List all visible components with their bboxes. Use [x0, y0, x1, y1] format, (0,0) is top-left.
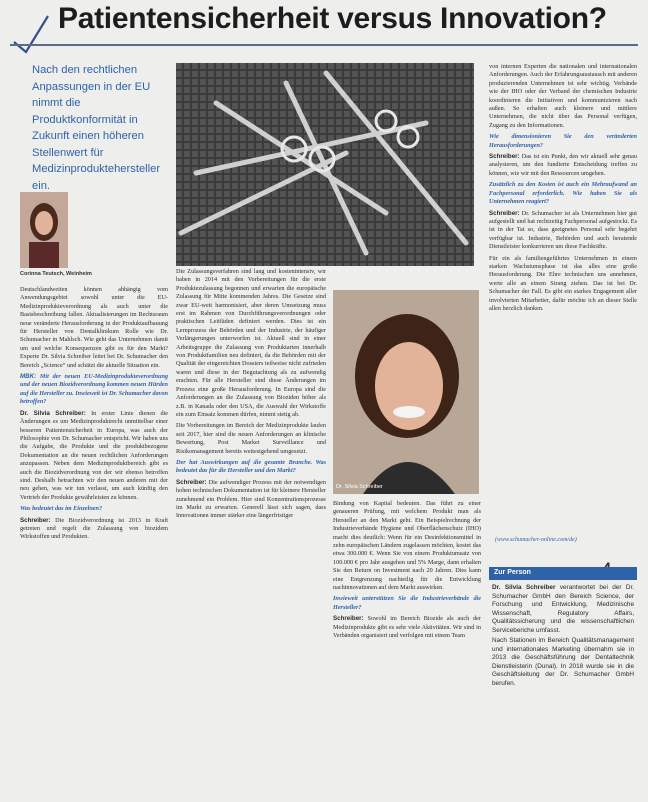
answer-2-text: Die Biozidverordnung ist 2013 in Kraft getreten und regelt die Zulassung von biozidem Wirkstoffen und Produkten. — [20, 516, 169, 541]
col1-intro: Deutschlandweiten können abhängig vom Anwendungsgebiet sowohl unter die EU-Medizinprodukteverordnung als auch unter die Basisbeschreibung fallen. Aktualisierungen im Rechtsraum neue veränderte Herausforderung in der Produktaufbauung für Hersteller von Dentalklinikum Rolle wie Dr. Schumacher in Mahlsch. Wie geht das Unternehmen damit um und welche Konsequenzen gibt es für den Markt? Experte Dr. Silvia Schreiber leitet bei Dr. Schumacher den Bereich „Science“ und schätzt die aktuelle Situation ein. — [20, 286, 168, 369]
column-1 — [20, 286, 168, 545]
question-1-text: Mit der neuen EU-Medizinprodukteverordnung und der neuen Biozidverordnung kommen neuen Hürden auf die Hersteller zu. Inwieweit ist Dr. Schumacher davon betroffen? — [20, 373, 168, 406]
answer-2-speaker: Schreiber: — [20, 516, 51, 524]
website-link[interactable]: (www.schumacher-online.com/de) — [495, 537, 577, 543]
info-box-name: Dr. Silvia Schreiber — [492, 584, 556, 591]
answer-3 — [176, 479, 326, 521]
question-1 — [20, 373, 168, 407]
col4-paragraph-1: von internen Experten die nationalen und internationalen Anforderungen. Auch der Erfahrungsaustausch mit anderen produzierenden Unternehmen ist sehr wichtig. Verbände wie der IHO oder der Verband der chemischen Industrie koordinieren die Initiativen und kommunizieren nach außen. So erhalten auch kleinere und mittlere Unternehmen, die nicht über das Personal verfügen, Zugang zu den Informationen. — [489, 63, 637, 129]
question-5: Wie dimensionieren Sie den veränderten Herausforderungen? — [489, 133, 637, 149]
photo-credit: Corinna Teutsch, Weinheim — [20, 271, 92, 277]
info-box-text — [492, 584, 634, 690]
answer-4-speaker: Schreiber: — [333, 615, 364, 623]
column-2 — [176, 268, 326, 524]
answer-6-text: Dr. Schumacher ist als Unternehmen hier gut aufgestellt und hat rechtzeitig Fachpersonal aufgestockt. Es ist in der Tat so, dass geeignetes Personal sehr begehrt verfügbar ist. Industrie, Behörden und auch beratende Dienstleister konkurrieren um diese Fachkräfte. — [489, 209, 637, 251]
surgical-instruments-photo — [176, 63, 474, 266]
info-box-title: Zur Person — [494, 569, 531, 576]
answer-4 — [333, 615, 481, 640]
col2-paragraph-1: Die Zulassungsverfahren sind lang und kostenintensiv, wir haben in 2014 mit den Vorbereitungen für die erste Produktezulassung begonnen und erwarten die europäische Zulassung für Mitte kommenden Jahres. Die Gesetze sind zwar EU-weit harmonisiert, aber deren Umsetzung muss erst im Rahmen von Durchführungsverordnungen oder praktischen Leitfäden definiert werden. Dies ist ein Lernprozess der Behörden und der Industrie, der häufiger Verlängerungen unterworfen ist. Aktuell sind in einer Arbeitsgruppe die Zulassung von Produktarten innerhalb von Produktfamilien neu definiert, da die Behörden mit der Qualität der eingereichten Dossiers teilweise nicht zufrieden waren und diese in der Begutachtung als zu aufwendig erachten. Für alle Hersteller sind diese Änderungen im Prozess eine große Herausforderung. In Europa sind die Anforderungen an die Zulassung von Bioziden höher als z.B. in Kanada oder den USA, die Auswahl der Wirkstoffe ein zum Einsatz kommen dürfen, nimmt stetig ab. — [176, 268, 326, 418]
answer-1-speaker: Dr. Silvia Schreiber: — [20, 409, 86, 417]
question-2: Was bedeutet das im Einzelnen? — [20, 505, 103, 513]
photo-caption: Dr. Silvia Schreiber — [336, 484, 383, 490]
answer-1 — [20, 410, 168, 502]
info-box-paragraph-1-text: verantwortet bei der Dr. Schumacher GmbH den Bereich Science, der Forschung und Entwicklung, Medizinische Wissenschaft, Regulatory Affairs, Qualitätssicherung und die wissenschaftlichen Serviceberiche umfasst. — [492, 584, 634, 634]
answer-1-text: In erster Linie dienen die Änderungen es um Medizinproduktrecht unmittelbar einer besseren Patientensicherheit in Europa, was auch der Philosophie von Dr. Schumacher entspricht. Wir haben uns die Aufgabe, die Produkte und die produktbezogene Dokumentation an die neuen rechtlichen Anforderungen anzupassen. Neben dem Medizinproduktbereich gibt es auch die Biozidverordnung von der wir ebenso betroffen sind. Deshalb betrachten wir den neuen anderen mit der neu gehen, was wir tun verlasst, um auch künftig den Vertrieb der Produkte gewährleisten zu können. — [20, 409, 169, 501]
answer-5-speaker: Schreiber: — [489, 153, 520, 161]
handwritten-check-mark — [12, 14, 50, 54]
answer-2 — [20, 517, 168, 542]
author-portrait — [20, 192, 68, 268]
info-box-header — [489, 567, 637, 580]
answer-6 — [489, 210, 637, 252]
answer-5 — [489, 153, 637, 178]
answer-3-speaker: Schreiber: — [176, 478, 207, 486]
answer-6-speaker: Schreiber: — [489, 209, 520, 217]
question-1-label: MBK: — [20, 373, 37, 381]
column-4 — [489, 63, 637, 316]
headline: Patientensicherheit versus Innovation? — [58, 2, 607, 35]
question-3: Der hat Auswirkungen auf die gesamte Branche. Was bedeutet das für die Hersteller und den Markt? — [176, 458, 326, 475]
answer-4-text: Sowohl im Bereich Biozide als auch der Medizinprodukte gibt es sehr viele Aktivitäten. Wir sind in Verbänden organisiert und verfolgen mit einem Team — [333, 615, 481, 640]
info-box-paragraph-1 — [492, 584, 634, 635]
headline-rule — [10, 44, 638, 46]
answer-5-text: Das ist ein Punkt, den wir aktuell sehr genau analysieren, um den fundierte Entscheidung treffen zu können, wie wir mit den Ressourcen umgehen. — [489, 153, 637, 177]
intro-text: Nach den rechtlichen Anpassungen in der EU nimmt die Produktkonformität in Zukunft einen höheren Stellenwert für Medizinproduktehersteller ein. — [32, 64, 161, 192]
question-6: Zusätzlich zu den Kosten ist auch ein Mehraufwand an Fachpersonal erforderlich. Wie haben Sie als Unternehmen reagiert? — [489, 181, 637, 206]
question-4: Inwieweit unterstützen Sie die Industrieverbände die Hersteller? — [333, 595, 481, 611]
col4-paragraph-2: Für ein als familiengeführtes Unternehmen in einem starken Wachstumsphase ist das alles eine große Herausforderung. Die Ehre technischen uns annehmen, werte alle an einem Strang ziehen. Das ist bei Dr. Schumacher der Fall. Es gibt ein starkes Engagement aller involvierten Mitarbeiter, dafür möchte ich an dieser Stelle allen herzlich danken. — [489, 254, 637, 312]
interviewee-portrait — [333, 290, 479, 494]
column-3 — [333, 500, 481, 644]
col2-paragraph-2: Die Vorbereitungen im Bereich der Medizinprodukte laufen seit 2017, hier sind die neuen Anforderungen an klinische Bewertung, Post Market Surveillance und Risikomanagement bereits weitestgehend umgesetzt. — [176, 422, 326, 455]
info-box-paragraph-2: Nach Stationen im Bereich Qualitätsmanagement und internationales Marketing übernahm sie in 2013 die Geschäftsführung der Dentaltechnik Dienstleisterin (Dunal). In 2018 wurde sie in die Geschäftsleitung der Dr. Schumacher GmbH berufen. — [492, 637, 634, 687]
col3-paragraph-1: Bindung von Kapital bedeuten. Das führt zu einer genaueren Prüfung, mit welchem Produkt man als Hersteller an den Markt geht. Ein Beispielrechnung der Industrieverbände Hygiene und Oberflächenschutz (IHO) macht dies deutlich: Wenn für ein Desinfektionsmittel in zehn europäischen Ländern zugelassen möchten, kostet das etwa 300.000 €. Wenn Sie von einem Produktumsatz von 100.000 € pro Jahr ausgehen und 5% Marge, dann erhalten Sie den Return on Investment nach 20 Jahren. Dies kann eine Entgrenzung nachteilig für die Entwicklung nachinnovationen auf dem Markt auswirken. — [333, 500, 481, 592]
answer-3-text: Die aufwendiger Prozess mit der notwendigen hohen technischen Dokumentation ist für kleinere Hersteller zunehmend ein Problem. Hier sind Konzentrationsprozesse im Markt zu erwarten. Generell lässt sich sagen, dass Innovationen immer stärker eine längerfristiger — [176, 478, 327, 520]
